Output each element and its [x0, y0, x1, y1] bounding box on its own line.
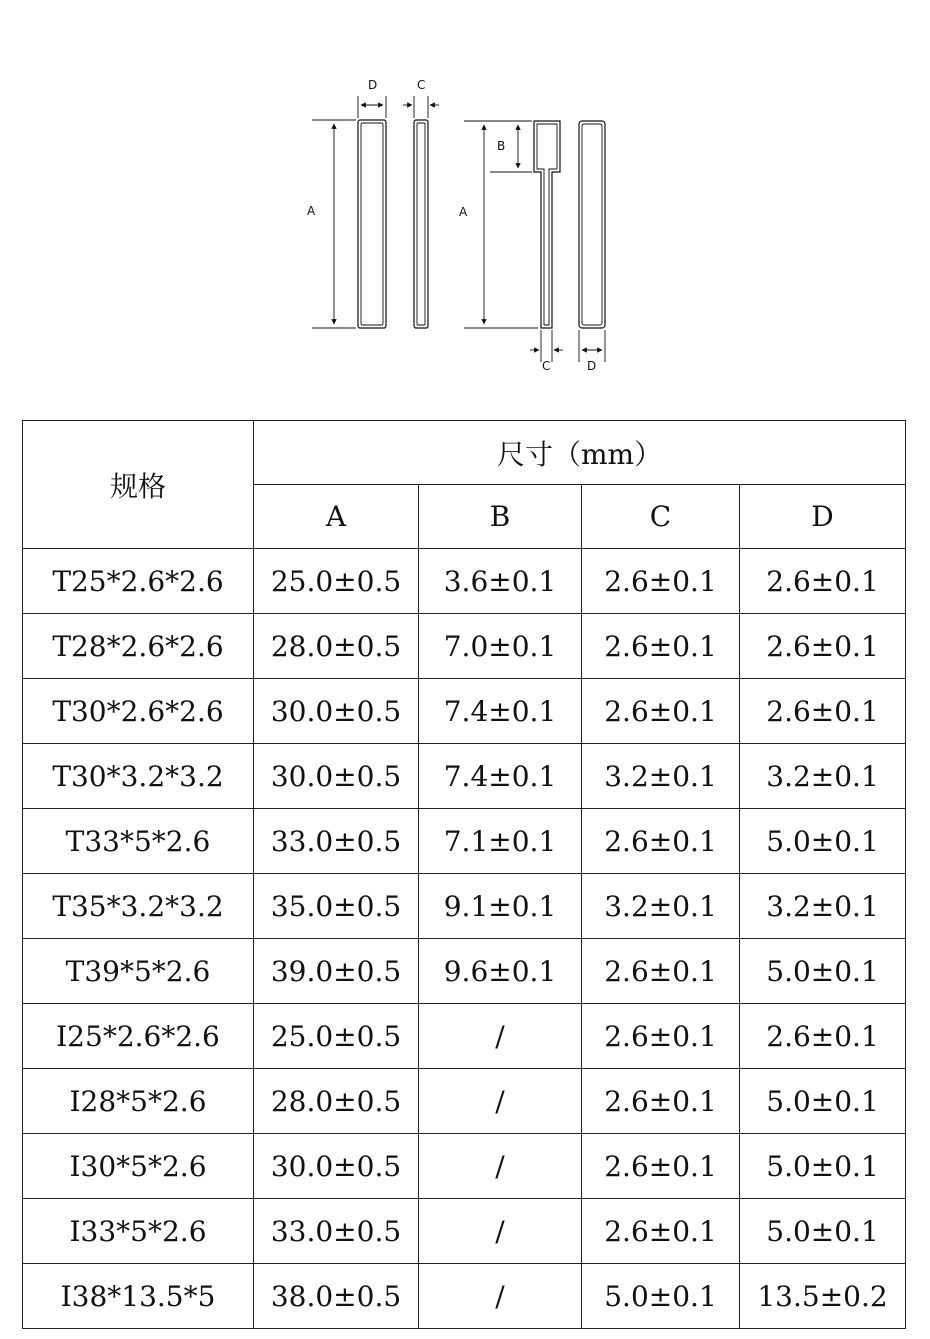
cell-d: 5.0±0.1: [740, 809, 906, 874]
column-header-d: D: [740, 485, 906, 549]
cell-a: 35.0±0.5: [254, 874, 419, 939]
i-part-face: [358, 120, 386, 328]
table-row: [23, 549, 906, 614]
table-row: [23, 1134, 906, 1199]
label-b: B: [497, 139, 506, 153]
cell-c: 2.6±0.1: [582, 809, 740, 874]
i-part-side: [414, 120, 428, 328]
cell-spec: T28*2.6*2.6: [23, 614, 254, 679]
cell-b: 7.4±0.1: [419, 679, 582, 744]
label-d-bottom: D: [587, 359, 597, 373]
table-row: [23, 939, 906, 1004]
cell-c: 2.6±0.1: [582, 939, 740, 1004]
table-row: [23, 874, 906, 939]
cell-d: 5.0±0.1: [740, 939, 906, 1004]
cell-d: 2.6±0.1: [740, 614, 906, 679]
table-row: [23, 614, 906, 679]
column-header-c: C: [582, 485, 740, 549]
cell-b: /: [419, 1069, 582, 1134]
table-row: [23, 809, 906, 874]
dims-header: 尺寸（mm）: [254, 421, 906, 485]
cell-d: 13.5±0.2: [740, 1264, 906, 1329]
cell-c: 3.2±0.1: [582, 874, 740, 939]
cell-c: 3.2±0.1: [582, 744, 740, 809]
cell-b: 7.0±0.1: [419, 614, 582, 679]
t-part-face: [534, 121, 560, 328]
cell-b: 9.6±0.1: [419, 939, 582, 1004]
cell-b: /: [419, 1264, 582, 1329]
cell-b: 7.4±0.1: [419, 744, 582, 809]
cell-d: 3.2±0.1: [740, 744, 906, 809]
column-header-a: A: [254, 485, 419, 549]
cell-spec: T35*3.2*3.2: [23, 874, 254, 939]
cell-b: /: [419, 1134, 582, 1199]
table-row: [23, 1004, 906, 1069]
label-a-right: A: [459, 205, 468, 219]
cell-c: 2.6±0.1: [582, 549, 740, 614]
cell-a: 30.0±0.5: [254, 679, 419, 744]
cell-spec: T30*2.6*2.6: [23, 679, 254, 744]
cell-spec: I38*13.5*5: [23, 1264, 254, 1329]
label-d-top: D: [368, 78, 378, 92]
cell-a: 38.0±0.5: [254, 1264, 419, 1329]
cell-c: 2.6±0.1: [582, 1134, 740, 1199]
cell-b: 7.1±0.1: [419, 809, 582, 874]
cell-a: 25.0±0.5: [254, 1004, 419, 1069]
cell-a: 33.0±0.5: [254, 1199, 419, 1264]
label-a-left: A: [307, 204, 316, 218]
cell-spec: I25*2.6*2.6: [23, 1004, 254, 1069]
cell-c: 5.0±0.1: [582, 1264, 740, 1329]
cell-b: 9.1±0.1: [419, 874, 582, 939]
cell-c: 2.6±0.1: [582, 1069, 740, 1134]
cell-a: 25.0±0.5: [254, 549, 419, 614]
cell-c: 2.6±0.1: [582, 1004, 740, 1069]
table-row: [23, 1069, 906, 1134]
cell-c: 2.6±0.1: [582, 679, 740, 744]
cell-spec: T33*5*2.6: [23, 809, 254, 874]
cell-c: 2.6±0.1: [582, 1199, 740, 1264]
cell-a: 30.0±0.5: [254, 744, 419, 809]
cell-d: 5.0±0.1: [740, 1134, 906, 1199]
table-row: [23, 744, 906, 809]
cell-d: 5.0±0.1: [740, 1069, 906, 1134]
cell-d: 2.6±0.1: [740, 1004, 906, 1069]
cell-b: /: [419, 1004, 582, 1069]
cell-d: 3.2±0.1: [740, 874, 906, 939]
cell-spec: T25*2.6*2.6: [23, 549, 254, 614]
cell-a: 33.0±0.5: [254, 809, 419, 874]
cell-a: 28.0±0.5: [254, 1069, 419, 1134]
table-row: [23, 1199, 906, 1264]
spec-table: [22, 420, 906, 1329]
cell-spec: I28*5*2.6: [23, 1069, 254, 1134]
table-row: [23, 679, 906, 744]
spec-header: 规格: [23, 421, 254, 549]
cell-d: 2.6±0.1: [740, 679, 906, 744]
cell-spec: T30*3.2*3.2: [23, 744, 254, 809]
dimension-diagram: [0, 0, 930, 400]
cell-d: 2.6±0.1: [740, 549, 906, 614]
label-c-bottom: C: [542, 359, 551, 373]
cell-a: 28.0±0.5: [254, 614, 419, 679]
cell-a: 39.0±0.5: [254, 939, 419, 1004]
cell-c: 2.6±0.1: [582, 614, 740, 679]
cell-spec: T39*5*2.6: [23, 939, 254, 1004]
label-c-top: C: [417, 78, 426, 92]
table-row: [23, 1264, 906, 1329]
column-header-b: B: [419, 485, 582, 549]
cell-spec: I30*5*2.6: [23, 1134, 254, 1199]
cell-a: 30.0±0.5: [254, 1134, 419, 1199]
cell-b: /: [419, 1199, 582, 1264]
cell-spec: I33*5*2.6: [23, 1199, 254, 1264]
t-part-side: [579, 121, 605, 328]
cell-d: 5.0±0.1: [740, 1199, 906, 1264]
cell-b: 3.6±0.1: [419, 549, 582, 614]
